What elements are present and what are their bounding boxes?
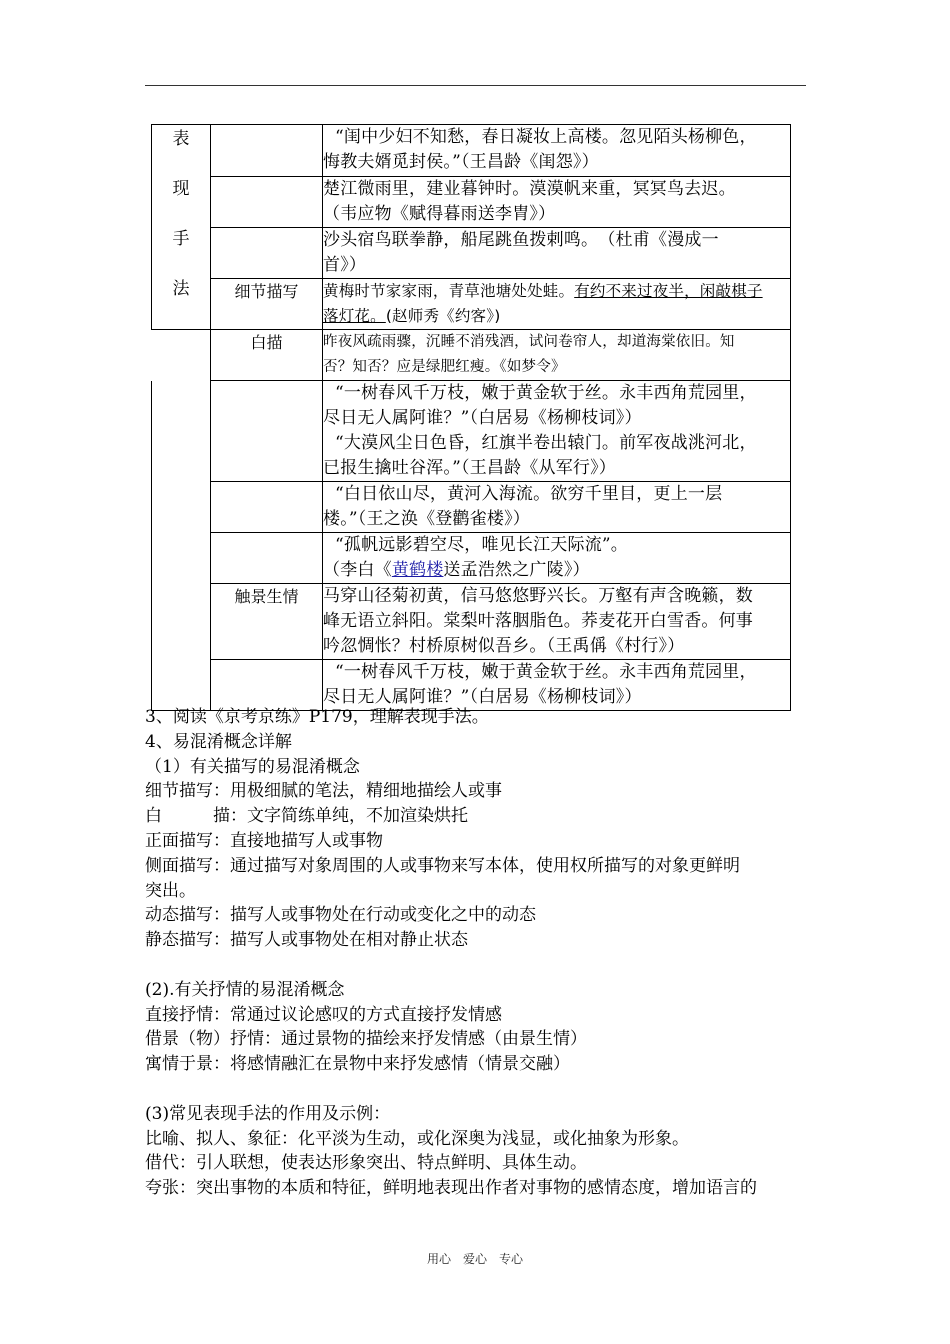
table-row (152, 279, 791, 330)
example-line: 沙头宿鸟联拳静，船尾跳鱼拨剌鸣。 （杜甫《漫成一 (323, 230, 719, 250)
type-cell (211, 279, 323, 330)
example-cell (323, 482, 791, 533)
example-text: (赵师秀《约客》) (385, 307, 501, 325)
example-line: 吟忽惆怅？村桥原树似吾乡。（王禹偁《村行》） (323, 636, 685, 656)
example-cell (323, 228, 791, 279)
definition-line: 寓情于景：将感情融汇在景物中来抒发感情（情景交融） (145, 1054, 570, 1075)
table-row (152, 125, 791, 177)
example-line: （韦应物《赋得暮雨送李胄》） (323, 204, 556, 224)
example-line: 尽日无人属阿谁？”（白居易《杨柳枝词》） (323, 408, 642, 428)
definition-line: 突出。 (145, 880, 196, 901)
type-cell (211, 177, 323, 228)
example-line: “孤帆远影碧空尽，唯见长江天际流”。 (335, 535, 628, 555)
empty-cell (152, 660, 211, 711)
example-line: 昨夜风疏雨骤，沉睡不消残酒，试问卷帘人，却道海棠依旧。知 (323, 334, 735, 350)
definition-line: 侧面描写：通过描写对象周围的人或事物来写本体，使用权所描写的对象更鲜明 (145, 855, 740, 876)
type-cell (211, 482, 323, 533)
page-footer: 用心 爱心 专心 (426, 1252, 523, 1266)
category-char: 表 (172, 129, 190, 149)
huanghelou-link[interactable]: 黄鹤楼 (391, 560, 444, 580)
subsection-heading: （1）有关描写的易混淆概念 (145, 756, 360, 777)
category-char: 法 (172, 279, 190, 299)
subsection-heading: (2).有关抒情的易混淆概念 (145, 979, 345, 1000)
type-cell (211, 228, 323, 279)
definition-line: 夸张：突出事物的本质和特征，鲜明地表现出作者对事物的感情态度，增加语言的 (145, 1178, 757, 1199)
type-cell (211, 584, 323, 660)
example-line (323, 558, 790, 583)
definition-line: 细节描写：用极细腻的笔法，精细地描绘人或事 (145, 781, 502, 802)
body-line: 3、阅读《京考京练》P179，理解表现手法。 (145, 707, 489, 727)
empty-cell (152, 584, 211, 660)
expression-techniques-table (151, 124, 791, 711)
subsection-heading: (3)常见表现手法的作用及示例： (145, 1103, 391, 1124)
example-cell (323, 660, 791, 711)
table-row (152, 584, 791, 660)
empty-cell (152, 381, 211, 482)
example-text: 黄梅时节家家雨，青草池塘处处蛙。 (323, 282, 575, 300)
example-text: （李白《 (323, 560, 392, 580)
definition-line: 动态描写：描写人或事物处在行动或变化之中的动态 (145, 905, 536, 926)
blank-line (145, 1077, 810, 1102)
empty-cell (152, 533, 211, 584)
example-cell (323, 381, 791, 482)
example-line (323, 279, 790, 304)
example-line: 马穿山径菊初黄，信马悠悠野兴长。万壑有声含晚籁，数 (323, 586, 753, 606)
definition-line: 直接抒情：常通过议论感叹的方式直接抒发情感 (145, 1004, 502, 1025)
example-cell (323, 584, 791, 660)
example-cell (323, 330, 791, 381)
body-text (145, 705, 810, 1201)
table-row (152, 533, 791, 584)
definition-line: 借景（物）抒情：通过景物的描绘来抒发情感（由景生情） (145, 1029, 587, 1050)
empty-cell (152, 330, 211, 381)
underlined-text: 落灯花。 (323, 307, 386, 325)
example-line: “一树春风千万枝，嫩于黄金软于丝。永丰西角荒园里， (335, 662, 757, 682)
example-text: 送孟浩然之广陵》） (443, 560, 590, 580)
example-line: 悔教夫婿觅封侯。”（王昌龄《闺怨》） (323, 152, 599, 172)
type-cell (211, 330, 323, 381)
category-char: 手 (172, 229, 190, 249)
table-row (152, 381, 791, 482)
blank-line (145, 953, 810, 978)
example-cell (323, 125, 791, 177)
table-row (152, 330, 791, 381)
definition-line: 白 描：文字简练单纯，不加渲染烘托 (145, 806, 468, 827)
example-line: 尽日无人属阿谁？”（白居易《杨柳枝词》） (323, 687, 642, 707)
example-cell (323, 533, 791, 584)
table-row (152, 228, 791, 279)
type-cell (211, 533, 323, 584)
type-label: 细节描写 (234, 282, 299, 301)
example-line: “大漠风尘日色昏，红旗半卷出辕门。前军夜战洮河北， (335, 433, 757, 453)
empty-cell (152, 482, 211, 533)
example-line: “闺中少妇不知愁，春日凝妆上高楼。忽见陌头杨柳色， (335, 127, 757, 147)
category-cell (152, 125, 211, 330)
type-cell (211, 660, 323, 711)
example-line: 否？知否？应是绿肥红瘦。《如梦令》 (323, 359, 566, 375)
table-row (152, 177, 791, 228)
section-heading: 4、易混淆概念详解 (145, 731, 292, 752)
header-rule (145, 85, 806, 86)
example-line: 峰无语立斜阳。棠梨叶落胭脂色。荞麦花开白雪香。何事 (323, 611, 753, 631)
type-cell (211, 381, 323, 482)
definition-line: 借代：引人联想，使表达形象突出、特点鲜明、具体生动。 (145, 1153, 587, 1174)
category-char: 现 (172, 179, 190, 199)
example-line: “一树春风千万枝，嫩于黄金软于丝。永丰西角荒园里， (335, 383, 757, 403)
example-line: 已报生擒吐谷浑。”（王昌龄《从军行》） (323, 458, 616, 478)
type-label: 触景生情 (234, 587, 299, 606)
definition-line: 正面描写：直接地描写人或事物 (145, 830, 383, 851)
example-line: “白日依山尽，黄河入海流。欲穷千里目，更上一层 (335, 484, 723, 504)
definition-line: 比喻、拟人、象征：化平淡为生动，或化深奥为浅显，或化抽象为形象。 (145, 1128, 689, 1149)
example-line (323, 304, 790, 329)
type-label: 白描 (250, 333, 283, 352)
underlined-text: 有约不来过夜半，闲敲棋子 (574, 282, 763, 300)
example-cell (323, 177, 791, 228)
table-row (152, 482, 791, 533)
example-line: 楼。”（王之涣《登鹳雀楼》） (323, 509, 530, 529)
table-row (152, 660, 791, 711)
example-line: 楚江微雨里，建业暮钟时。漠漠帆来重，冥冥鸟去迟。 (323, 179, 736, 199)
example-line: 首》） (323, 255, 367, 275)
type-cell (211, 125, 323, 177)
definition-line: 静态描写：描写人或事物处在相对静止状态 (145, 930, 468, 951)
example-cell (323, 279, 791, 330)
